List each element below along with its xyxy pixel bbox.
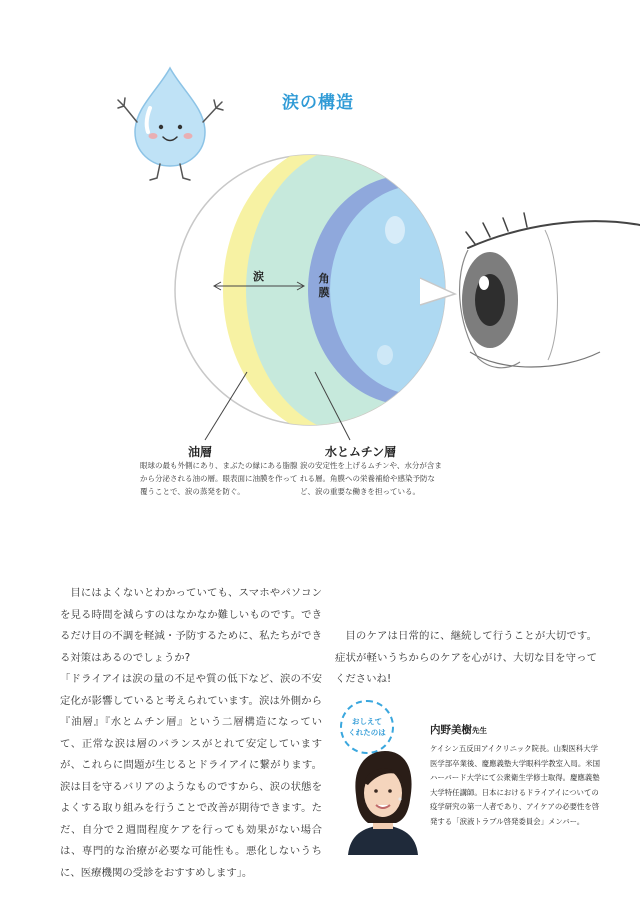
doctor-portrait: [338, 745, 428, 855]
water-mucin-layer-description: 涙の安定性を上げるムチンや、水分が含まれる層。角膜への栄養補給や感染予防など、涙の重要な働きを担っている。: [300, 461, 442, 496]
article-paragraph: 目のケアは日常的に、継続して行うことが大切です。症状が軽いうちからのケアを心がけ、大切な目を守ってくださいね!: [335, 630, 597, 685]
doctor-name: [430, 722, 487, 737]
article-paragraph: 「ドライアイは涙の量の不足や質の低下など、涙の不安定化が影響していると考えられています。涙は外側から『油層』『水とムチン層』という二層構造になっていて、正常な涙は層のバランスがとれて安定していますが、これらに問題が生じるとドライアイに繋がります。涙は目を守るバリアのようなものですから、涙の状態をよくする取り組みを行うことで改善が期待できます。ただ、自分で２週間程度ケアを行っても効果がない場合は、専門的な治療が必要な可能性も。悪化しないうちに、医療機関の受診をおすすめします」。: [60, 673, 322, 879]
cornea-label: 角膜: [318, 272, 330, 299]
doctor-name-text: 内野美樹: [430, 724, 472, 736]
water-mucin-layer-title: 水とムチン層: [325, 445, 397, 459]
tear-label: 涙: [253, 270, 264, 283]
doctor-honorific: 先生: [472, 726, 487, 735]
oil-layer-description: 眼球の最も外側にあり、まぶたの縁にある脂腺から分泌される油の層。眼表面に油膜を作って覆うことで、涙の蒸発を防ぐ。: [140, 461, 298, 496]
doctor-bio: ケイシン五反田アイクリニック院長。山梨医科大学医学部卒業後、慶應義塾大学眼科学教室入局。米国ハーバード大学にて公衆衛生学修士取得。慶應義塾大学特任講師。日本におけるドライアイについての疫学研究の第一人者であり、アイケアの必要性を啓発する「涙液トラブル啓発委員会」メンバー。: [430, 744, 600, 826]
oil-layer-title: 油層: [188, 445, 213, 459]
eye-icon: [460, 213, 640, 368]
badge-line-2: くれたのは: [348, 728, 386, 737]
article-column-left: [60, 583, 322, 884]
tear-drop-character-icon: [118, 68, 223, 180]
article-column-right: [335, 583, 597, 691]
article-paragraph: 目にはよくないとわかっていても、スマホやパソコンを見る時間を減らすのはなかなか難しいものです。できるだけ目の不調を軽減・予防するために、私たちができる対策はあるのでしょうか?: [60, 587, 322, 664]
article-paragraph-continuation: [335, 583, 597, 626]
diagram-title: 涙の構造: [282, 93, 354, 113]
badge-line-1: おしえて: [352, 717, 382, 726]
